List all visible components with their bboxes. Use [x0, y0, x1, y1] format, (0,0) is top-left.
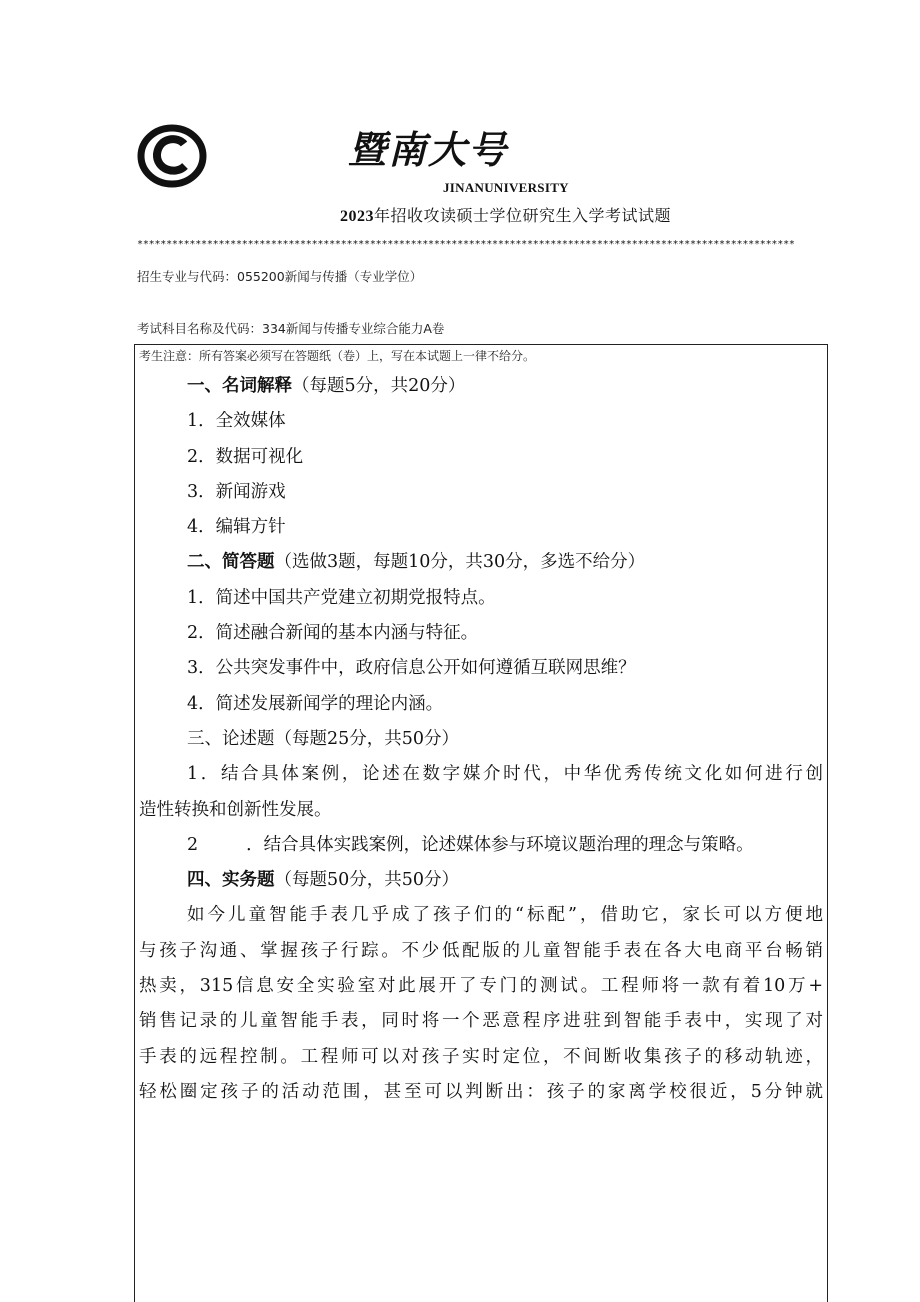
exam-body — [135, 369, 827, 1110]
essay-question-2 — [135, 828, 827, 863]
list-item: 1．简述中国共产党建立初期党报特点。 — [187, 587, 496, 608]
section-1-title: 一、名词解释 — [187, 376, 292, 396]
exam-title-text: 年招收攻读硕士学位研究生入学考试试题 — [374, 206, 672, 225]
section-3-heading: 三、论述题（每题25分，共50分） — [187, 728, 460, 749]
case-paragraph-line: 销售记录的儿童智能手表，同时将一个恶意程序进驻到智能手表中，实现了对 — [139, 1011, 823, 1032]
list-item: 4．简述发展新闻学的理论内涵。 — [187, 693, 444, 714]
list-item: 1．全效媒体 — [187, 411, 286, 432]
star-divider: ***************************************************************************************************************** — [137, 239, 795, 250]
list-item: 4．编辑方针 — [187, 517, 286, 538]
case-paragraph-line: 与孩子沟通、掌握孩子行踪。不少低配版的儿童智能手表在各大电商平台畅销 — [139, 940, 823, 961]
list-item: 3．公共突发事件中，政府信息公开如何遵循互联网思维？ — [187, 658, 636, 679]
exam-notice: 考生注意：所有答案必须写在答题纸（卷）上，写在本试题上一律不给分。 — [139, 349, 536, 363]
section-1-score: （每题5分，共20分） — [292, 376, 466, 396]
case-paragraph-line: 热卖，315信息安全实验室对此展开了专门的测试。工程师将一款有着10万+ — [139, 976, 823, 997]
section-2-title: 二、简答题 — [187, 552, 275, 573]
section-1-heading — [135, 369, 827, 404]
case-paragraph-line: 如今儿童智能手表几乎成了孩子们的“标配”，借助它，家长可以方便地 — [187, 905, 823, 926]
exam-title — [340, 203, 671, 226]
essay-question-2-number: 2 — [187, 834, 199, 855]
case-paragraph-line: 手表的远程控制。工程师可以对孩子实时定位，不间断收集孩子的移动轨迹， — [139, 1046, 823, 1067]
section-4-score: （每题50分，共50分） — [274, 870, 460, 891]
essay-question-1-line-2: 造性转换和创新性发展。 — [139, 799, 332, 820]
section-2-score: （选做3题，每题10分，共30分，多选不给分） — [274, 552, 646, 573]
list-item: 3．新闻游戏 — [187, 481, 286, 502]
essay-question-2-text: ．结合具体实践案例，论述媒体参与环境议题治理的理念与策略。 — [246, 834, 754, 855]
section-4-heading — [135, 863, 827, 898]
university-name-cn: 暨南大号 — [348, 127, 509, 172]
copyright-seal-icon — [137, 124, 207, 188]
case-paragraph-line: 轻松圈定孩子的活动范围，甚至可以判断出：孩子的家离学校很近，5分钟就 — [139, 1081, 823, 1102]
section-4-title: 四、实务题 — [187, 870, 275, 891]
exam-year: 2023 — [340, 208, 374, 225]
list-item: 2．数据可视化 — [187, 446, 304, 467]
subject-code: 考试科目名称及代码：334新闻与传播专业综合能力A卷 — [137, 321, 445, 336]
major-code: 招生专业与代码：055200新闻与传播（专业学位） — [137, 269, 423, 284]
section-2-heading — [135, 545, 827, 580]
exam-content-frame — [134, 344, 828, 1302]
essay-question-1-line-1: 1．结合具体案例，论述在数字媒介时代，中华优秀传统文化如何进行创 — [187, 764, 823, 785]
university-name-en: JINANUNIVERSITY — [443, 180, 569, 195]
list-item: 2．简述融合新闻的基本内涵与特征。 — [187, 623, 479, 644]
